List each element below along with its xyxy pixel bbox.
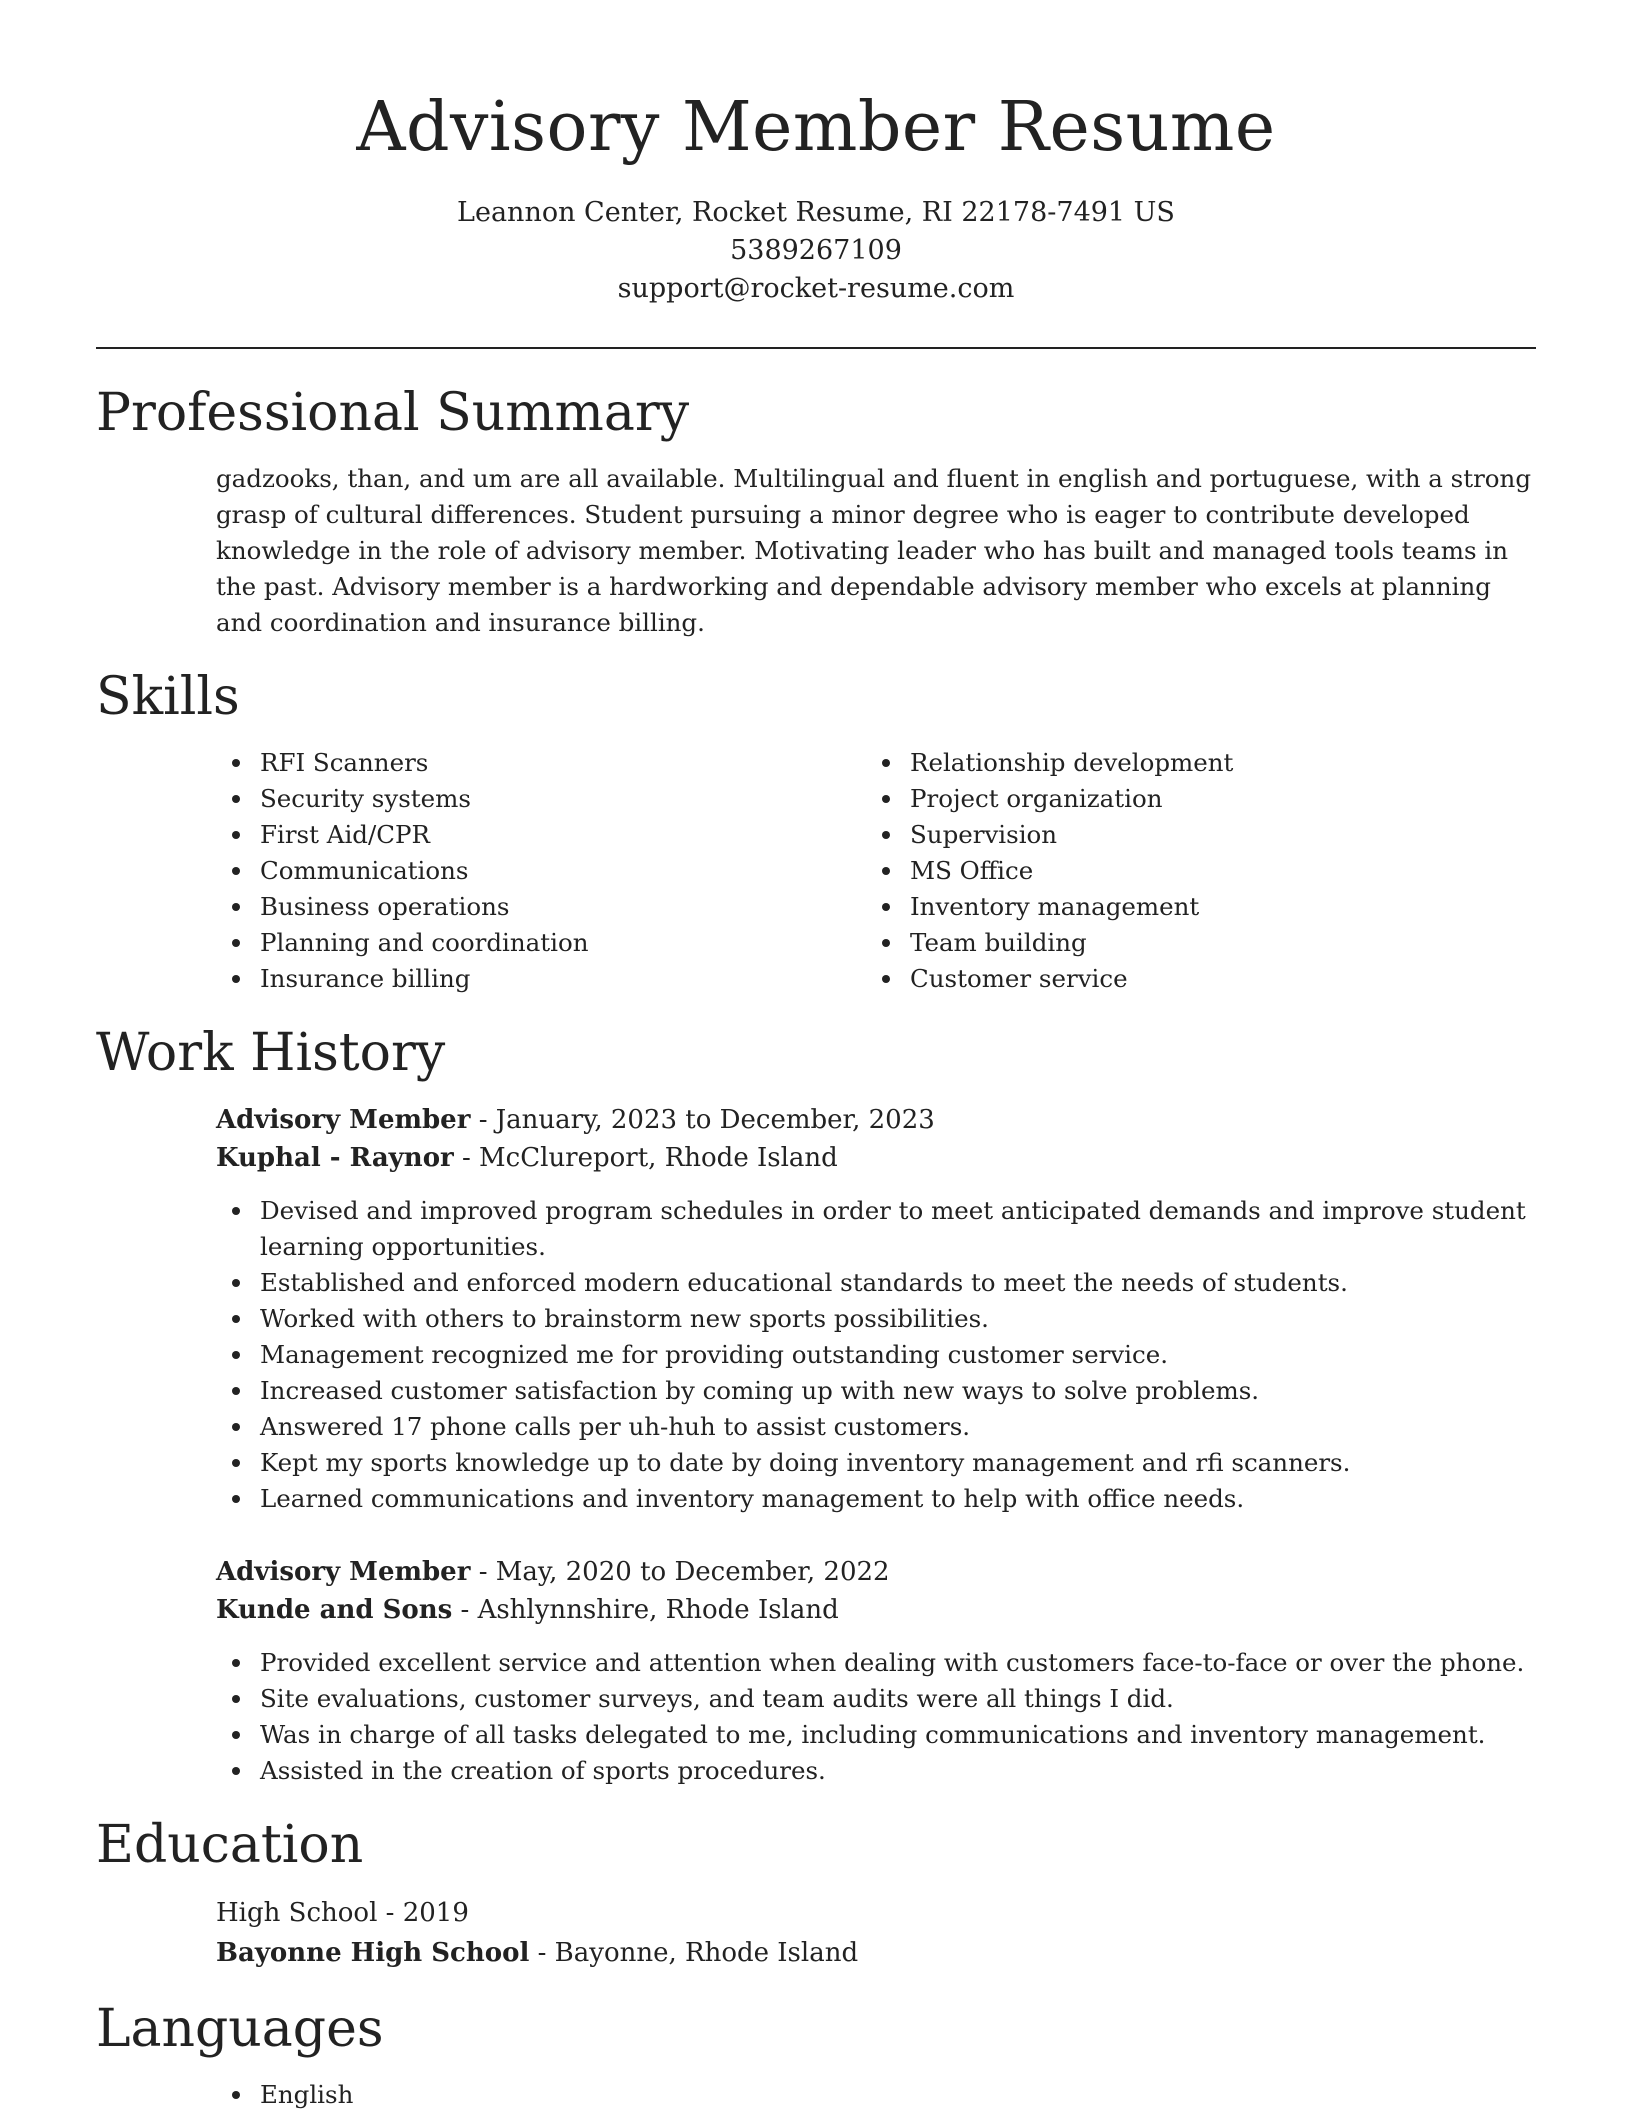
skill-item: Inventory management (866, 889, 1516, 925)
job-company-line (216, 1591, 1536, 1629)
languages-heading: Languages (96, 1999, 384, 2059)
skills-column-right (866, 745, 1516, 997)
job-title-line (216, 1553, 1536, 1591)
skill-item: Business operations (216, 889, 866, 925)
summary-heading: Professional Summary (96, 383, 690, 443)
summary-text: gadzooks, than, and um are all available. Multilingual and fluent in english and portuguese, with a strong grasp of cultural differences. Student pursuing a minor degree who is eager to contribute developed knowledge in the role of advisory member. Motivating leader who has built and managed tools teams in the past. Advisory member is a hardworking and dependable advisory member who excels at planning and coordination and insurance billing. (216, 464, 1531, 637)
duty-item: Was in charge of all tasks delegated to me, including communications and inventory management. (216, 1717, 1536, 1753)
education-degree: High School (216, 1898, 378, 1928)
job-location: - McClureport, Rhode Island (453, 1143, 838, 1173)
phone: 5389267109 (730, 235, 902, 266)
job-company-line (216, 1139, 1536, 1177)
skill-item: Supervision (866, 817, 1516, 853)
education-heading: Education (96, 1815, 364, 1875)
skills-list (96, 745, 1536, 997)
job-title: Advisory Member (216, 1105, 471, 1135)
job-entry (216, 1553, 1536, 1789)
duty-item: Provided excellent service and attention when dealing with customers face-to-face or over the phone. (216, 1645, 1536, 1681)
skill-item: Planning and coordination (216, 925, 866, 961)
languages-list (96, 2077, 1536, 2112)
duty-item: Established and enforced modern educational standards to meet the needs of students. (216, 1265, 1536, 1301)
education-location: - Bayonne, Rhode Island (529, 1938, 859, 1968)
contact-info (96, 194, 1536, 308)
skills-section (96, 667, 1536, 997)
skill-item: Team building (866, 925, 1516, 961)
skill-item: Communications (216, 853, 866, 889)
duty-item: Worked with others to brainstorm new sports possibilities. (216, 1301, 1536, 1337)
skills-column-left (216, 745, 866, 997)
education-school: Bayonne High School (216, 1938, 530, 1968)
duty-item: Assisted in the creation of sports procedures. (216, 1753, 1536, 1789)
skill-item: First Aid/CPR (216, 817, 866, 853)
job-dates: - May, 2020 to December, 2022 (470, 1557, 890, 1587)
duty-item: Answered 17 phone calls per uh-huh to assist customers. (216, 1409, 1536, 1445)
job-title-line (216, 1101, 1536, 1139)
work-history-list (96, 1101, 1536, 1789)
job-title: Advisory Member (216, 1557, 471, 1587)
skill-item: Customer service (866, 961, 1516, 997)
address: Leannon Center, Rocket Resume, RI 22178-7491 US (457, 197, 1175, 228)
education-school-line (216, 1933, 1536, 1973)
duty-item: Site evaluations, customer surveys, and team audits were all things I did. (216, 1681, 1536, 1717)
job-company: Kuphal - Raynor (216, 1143, 454, 1173)
job-duties (216, 1193, 1536, 1517)
summary-section (96, 383, 1536, 641)
job-company: Kunde and Sons (216, 1595, 453, 1625)
education-section (96, 1815, 1536, 1973)
duty-item: Kept my sports knowledge up to date by doing inventory management and rfi scanners. (216, 1445, 1536, 1481)
language-item: English (216, 2077, 1536, 2112)
languages-items (216, 2077, 1536, 2112)
skills-heading: Skills (96, 667, 240, 727)
job-dates: - January, 2023 to December, 2023 (470, 1105, 935, 1135)
skill-item: Project organization (866, 781, 1516, 817)
work-history-heading: Work History (96, 1023, 446, 1083)
education-year: - 2019 (377, 1898, 469, 1928)
education-entry (96, 1893, 1536, 1973)
work-history-section (96, 1023, 1536, 1789)
job-location: - Ashlynnshire, Rhode Island (452, 1595, 839, 1625)
skill-item: Relationship development (866, 745, 1516, 781)
header-divider (96, 347, 1536, 349)
skill-item: Insurance billing (216, 961, 866, 997)
skill-item: MS Office (866, 853, 1516, 889)
duty-item: Devised and improved program schedules in order to meet anticipated demands and improve student learning opportunities. (216, 1193, 1536, 1265)
job-duties (216, 1645, 1536, 1789)
job-entry (216, 1101, 1536, 1517)
duty-item: Increased customer satisfaction by coming up with new ways to solve problems. (216, 1373, 1536, 1409)
skill-item: Security systems (216, 781, 866, 817)
email: support@rocket-resume.com (617, 273, 1015, 304)
languages-section (96, 1999, 1536, 2112)
resume-header (96, 0, 1536, 308)
duty-item: Management recognized me for providing outstanding customer service. (216, 1337, 1536, 1373)
education-degree-line (216, 1893, 1536, 1933)
skill-item: RFI Scanners (216, 745, 866, 781)
duty-item: Learned communications and inventory management to help with office needs. (216, 1481, 1536, 1517)
resume-title: Advisory Member Resume (356, 88, 1276, 167)
